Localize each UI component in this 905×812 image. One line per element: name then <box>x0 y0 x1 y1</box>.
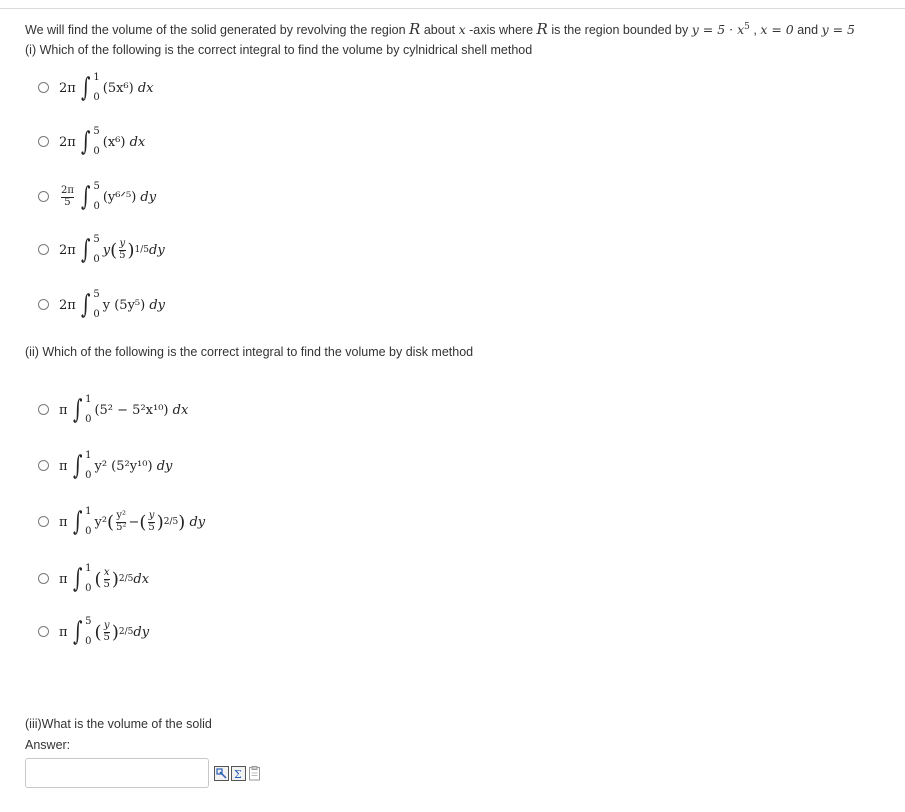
intro-text-3: -axis where <box>469 23 534 37</box>
radio-button[interactable] <box>38 626 49 637</box>
part3-prompt: (iii)What is the volume of the solid <box>25 717 212 731</box>
radio-button[interactable] <box>38 136 49 147</box>
option-math: $\frac{2\pi}{5}$ ∫ 5 0 (y⁶ᐟ⁵) dy <box>61 181 157 212</box>
radio-button[interactable] <box>38 191 49 202</box>
bound-1: y = 5 · x <box>691 22 745 37</box>
answer-label: Answer: <box>25 738 71 752</box>
radio-button[interactable] <box>38 244 49 255</box>
clipboard-icon[interactable] <box>247 766 262 781</box>
radio-button[interactable] <box>38 516 49 527</box>
intro-text-4: is the region bounded by <box>551 23 689 37</box>
top-divider <box>0 8 905 9</box>
formula-editor-icon[interactable] <box>214 766 229 781</box>
region-symbol: R <box>409 20 421 38</box>
radio-button[interactable] <box>38 460 49 471</box>
and-text: and <box>797 23 819 37</box>
option-math: 2π ∫ 1 0 (5x⁶) dx <box>59 72 154 103</box>
option-math: π ∫ 1 0 y² ( $\frac{\text{y²}}{\text{5²}}$ − ( $\frac{y}{5}$ ) 2/5 ) dy <box>59 506 206 537</box>
option-math: 2π ∫ 5 0 (x⁶) dx <box>59 126 146 157</box>
option-math: 2π ∫ 5 0 y ( $\frac{y}{5}$ ) 1/5 dy <box>59 234 165 265</box>
question-intro: We will find the volume of the solid generated by revolving the region R about x -axis where R is the region bounded by $y = 5 \cdot x^5$ , x = 0 and y = 5 <box>25 20 856 38</box>
radio-button[interactable] <box>38 299 49 310</box>
option-math: π ∫ 1 0 ( $\frac{x}{5}$ ) 2/5 dx <box>59 563 150 594</box>
bound-2: x = 0 <box>760 22 794 37</box>
option-math: 2π ∫ 5 0 y (5y⁵) dy <box>59 289 166 320</box>
radio-button[interactable] <box>38 82 49 93</box>
intro-text-1: We will find the volume of the solid generated by revolving the region <box>25 23 406 37</box>
option-math: π ∫ 5 0 ( $\frac{y}{5}$ ) 2/5 dy <box>59 616 150 647</box>
sigma-icon[interactable] <box>231 766 246 781</box>
region-symbol-2: R <box>536 20 548 38</box>
radio-button[interactable] <box>38 404 49 415</box>
part1-prompt: (i) Which of the following is the correct integral to find the volume by cylnidrical shell method <box>25 43 533 57</box>
intro-text-2: about <box>423 23 456 37</box>
radio-button[interactable] <box>38 573 49 584</box>
answer-input[interactable] <box>25 758 209 788</box>
part2-prompt: (ii) Which of the following is the correct integral to find the volume by disk method <box>25 345 474 359</box>
axis-var: x <box>458 22 466 37</box>
bound-1-exp: 5 <box>744 21 750 32</box>
svg-text:Σ: Σ <box>234 768 242 781</box>
bound-3: y = 5 <box>821 22 856 37</box>
option-math: π ∫ 1 0 y² (5²y¹⁰) dy <box>59 450 173 481</box>
option-math: π ∫ 1 0 (5² − 5²x¹⁰) dx <box>59 394 189 425</box>
